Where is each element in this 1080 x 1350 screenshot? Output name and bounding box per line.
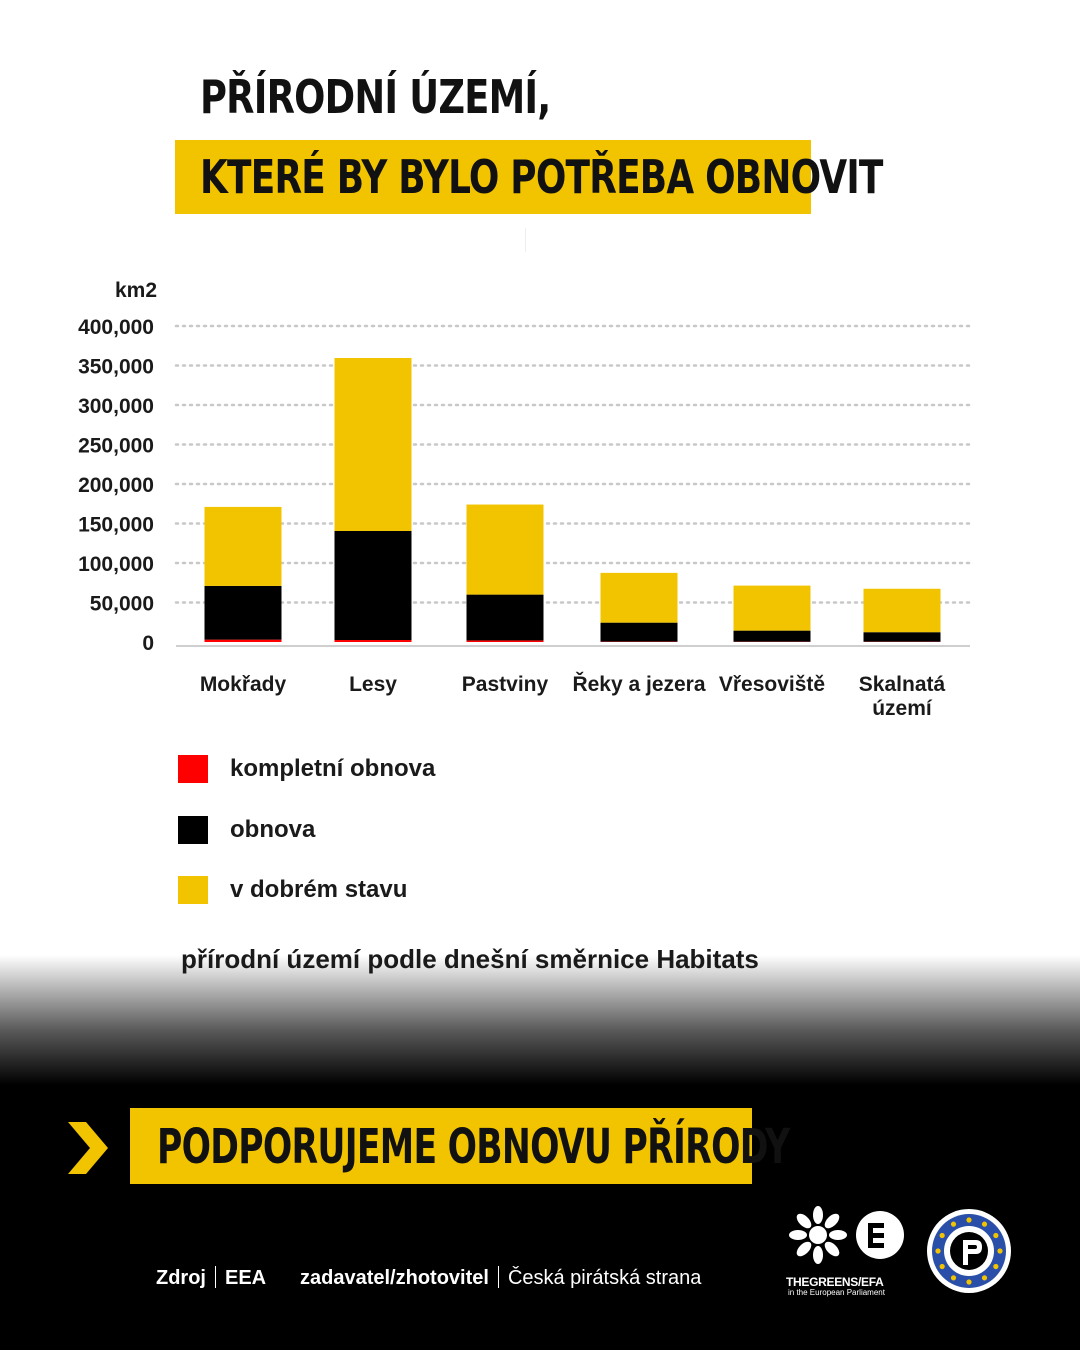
- legend-swatch-red: [178, 755, 208, 783]
- star-icon: [982, 1222, 987, 1227]
- chevron-right-icon: [66, 1122, 110, 1174]
- grid-lines: [176, 326, 972, 603]
- bar-segment: [734, 586, 811, 631]
- bar-segment: [205, 507, 282, 586]
- y-tick-label: 200,000: [78, 474, 154, 497]
- sponsor-label: zadavatel/zhotovitel: [300, 1267, 489, 1289]
- y-tick-label: 150,000: [78, 513, 154, 537]
- x-tick-label: Lesy: [349, 673, 397, 696]
- legend-label: v dobrém stavu: [230, 876, 408, 903]
- bar-segment: [335, 531, 412, 640]
- bar-segment: [734, 631, 811, 642]
- legend-swatch-yellow: [178, 876, 208, 904]
- star-icon: [951, 1222, 956, 1227]
- separator: [215, 1266, 216, 1288]
- y-axis-tick-labels: [78, 316, 154, 655]
- y-tick-label: 100,000: [78, 553, 154, 576]
- chart-footnote: přírodní území podle dnešní směrnice Habitats: [181, 944, 759, 974]
- bar-segment: [864, 632, 941, 641]
- legend-label: obnova: [230, 816, 316, 843]
- footer-sponsor: [300, 1266, 701, 1290]
- bar-segment: [205, 586, 282, 640]
- bar-segment: [335, 358, 412, 531]
- y-tick-label: 300,000: [78, 395, 154, 418]
- star-icon: [993, 1233, 998, 1238]
- bar-segment: [601, 573, 678, 623]
- x-axis-tick-labels: [200, 672, 946, 720]
- bar-segment: [467, 640, 544, 642]
- bar-segment: [205, 640, 282, 642]
- x-tick-label: Řeky a jezera: [572, 673, 706, 696]
- x-tick-label: Skalnatá: [858, 673, 946, 696]
- star-icon: [966, 1279, 971, 1284]
- bar-segment: [467, 595, 544, 641]
- star-icon: [993, 1264, 998, 1269]
- legend-swatch-black: [178, 816, 208, 844]
- star-icon: [935, 1248, 940, 1253]
- star-icon: [997, 1248, 1002, 1253]
- footer-source: [156, 1266, 266, 1290]
- y-tick-label: 250,000: [78, 434, 154, 458]
- bars: [205, 358, 941, 642]
- x-tick-label: Vřesoviště: [718, 673, 826, 696]
- y-tick-label: 350,000: [78, 355, 154, 379]
- y-tick-label: 0: [142, 632, 154, 655]
- greens-logo-subtext: in the European Parliament: [788, 1288, 885, 1297]
- y-tick-label: 400,000: [78, 316, 154, 339]
- sponsor-value: Česká pirátská strana: [507, 1267, 702, 1289]
- y-axis-unit-label: km2: [115, 279, 158, 302]
- star-icon: [982, 1275, 987, 1280]
- x-tick-label: Mokřady: [199, 673, 287, 696]
- greens-logo-text: THEGREENS/EFA: [786, 1275, 884, 1289]
- stacked-bar-chart: [0, 270, 1080, 740]
- star-icon: [940, 1233, 945, 1238]
- legend-label: kompletní obnova: [230, 755, 436, 782]
- bar-segment: [601, 623, 678, 642]
- separator: [498, 1266, 499, 1288]
- star-icon: [966, 1217, 971, 1222]
- title-line-1: PŘÍRODNÍ ÚZEMÍ,: [200, 70, 551, 124]
- x-tick-label: Pastviny: [461, 673, 549, 696]
- cta-text: PODPORUJEME OBNOVU PŘÍRODY: [157, 1119, 790, 1175]
- star-icon: [940, 1264, 945, 1269]
- source-label: Zdroj: [156, 1267, 206, 1289]
- y-tick-label: 50,000: [89, 592, 154, 616]
- bar-segment: [335, 640, 412, 642]
- bar-segment: [467, 505, 544, 595]
- decorative-divider: [525, 228, 526, 252]
- x-tick-label: území: [872, 697, 932, 720]
- source-value: EEA: [225, 1267, 267, 1289]
- bar-segment: [864, 589, 941, 632]
- star-icon: [951, 1275, 956, 1280]
- title-line-2: KTERÉ BY BYLO POTŘEBA OBNOVIT: [200, 150, 883, 204]
- pirate-party-logo-icon: [926, 1208, 1012, 1294]
